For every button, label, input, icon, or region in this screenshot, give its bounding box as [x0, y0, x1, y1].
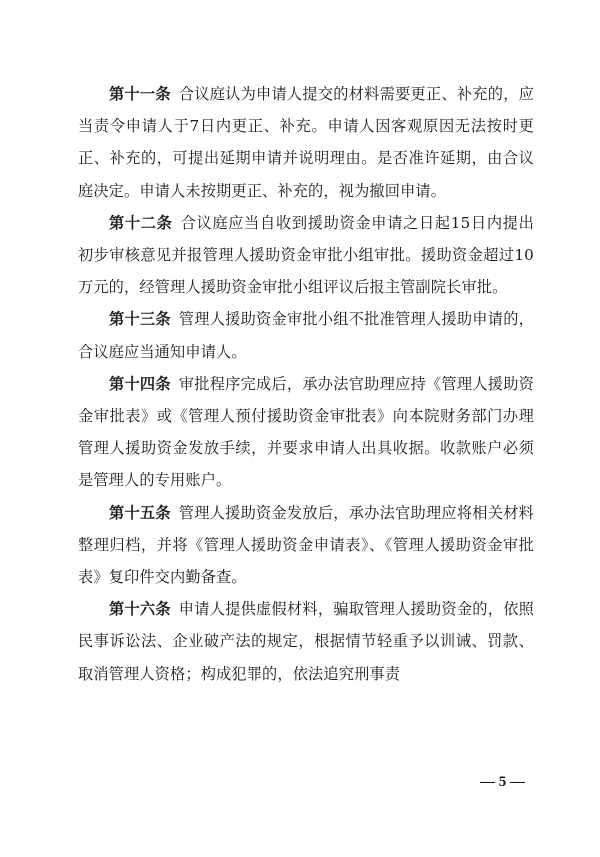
article-text: 合议庭认为申请人提交的材料需要更正、补充的，应当责令申请人于7日内更正、补充。申请人因客观原因无法按时更正、补充的，可提出延期申请并说明理由。是否准许延期，由合议庭决定。申请人未按期更正、补充的，视为撤回申请。	[78, 85, 534, 200]
article-label: 第十三条	[109, 310, 171, 329]
article-16	[78, 593, 534, 690]
article-11	[78, 78, 534, 207]
article-14	[78, 368, 534, 497]
article-text: 审批程序完成后，承办法官助理应持《管理人援助资金审批表》或《管理人预付援助资金审批表》向本院财务部门办理管理人援助资金发放手续，并要求申请人出具收据。收款账户必须是管理人的专用账户。	[78, 374, 534, 490]
article-label: 第十六条	[109, 600, 171, 619]
document-body	[78, 78, 534, 690]
article-text: 申请人提供虚假材料，骗取管理人援助资金的，依照民事诉讼法、企业破产法的规定，根据情节轻重予以训诫、罚款、取消管理人资格；构成犯罪的，依法追究刑事责	[78, 600, 534, 683]
article-text: 管理人援助资金发放后，承办法官助理应将相关材料整理归档，并将《管理人援助资金申请表》、《管理人援助资金审批表》复印件交内勤备查。	[78, 503, 534, 587]
article-label: 第十二条	[109, 213, 173, 232]
article-label: 第十一条	[109, 85, 171, 103]
article-12	[78, 207, 534, 304]
article-text: 管理人援助资金审批小组不批准管理人援助申请的，合议庭应当通知申请人。	[78, 310, 534, 361]
article-15	[78, 497, 534, 594]
page-number: — 5 —	[480, 774, 525, 790]
article-label: 第十四条	[109, 374, 171, 393]
article-text: 合议庭应当自收到援助资金申请之日起15日内提出初步审核意见并报管理人援助资金审批小组审批。援助资金超过10万元的，经管理人援助资金审批小组评议后报主管副院长审批。	[78, 213, 534, 297]
article-label: 第十五条	[109, 503, 171, 522]
article-13	[78, 303, 534, 367]
